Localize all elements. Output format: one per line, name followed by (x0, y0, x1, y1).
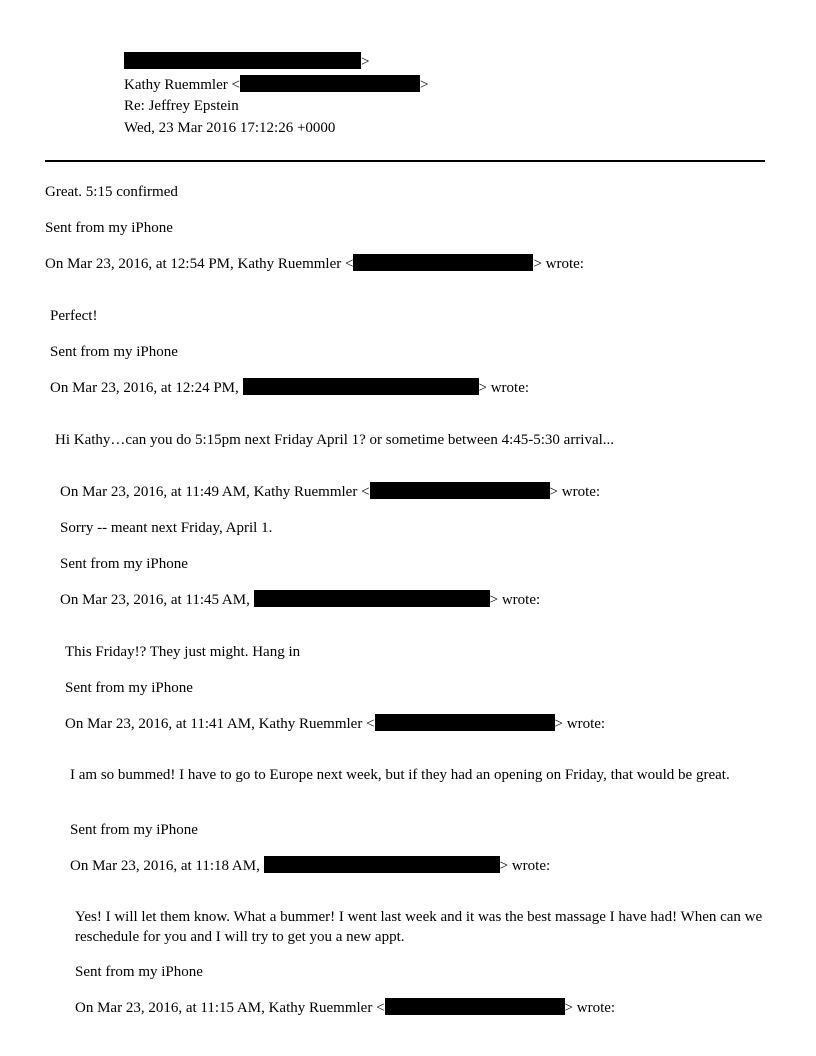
header-divider (45, 160, 765, 162)
quote-header-suffix: > wrote: (554, 716, 606, 732)
quote-header-suffix: > wrote: (549, 484, 601, 500)
quote-header-text: On Mar 23, 2016, at 12:24 PM, (50, 380, 239, 396)
body-line: Sorry -- meant next Friday, April 1. (60, 520, 273, 536)
body-line: Perfect! (50, 308, 98, 324)
signature-line: Sent from my iPhone (50, 344, 178, 360)
quote-header-text: On Mar 23, 2016, at 11:49 AM, Kathy Ruemmler < (60, 484, 370, 500)
quote-header-suffix: > wrote: (533, 256, 584, 272)
body-paragraph: Yes! I will let them know. What a bummer! I went last week and it was the best massage I have had! When can we reschedule for you and I will try to get you a new appt. (75, 909, 763, 945)
quote-header-text: On Mar 23, 2016, at 12:54 PM, Kathy Ruemmler < (45, 256, 354, 272)
redaction-block (385, 998, 565, 1015)
quote-header-suffix: > wrote: (478, 380, 530, 396)
redaction-block (243, 378, 479, 395)
quote-header (50, 378, 529, 398)
quote-header (60, 482, 600, 502)
signature-line: Sent from my iPhone (70, 822, 198, 838)
quote-header (60, 590, 540, 610)
quote-header (65, 714, 605, 734)
from-bracket: > (361, 54, 370, 70)
quote-header-text: On Mar 23, 2016, at 11:45 AM, (60, 592, 250, 608)
quote-header (75, 998, 615, 1018)
redaction-block (264, 856, 500, 873)
redaction-block (370, 482, 550, 499)
signature-line: Sent from my iPhone (60, 556, 188, 572)
redaction-block (254, 590, 490, 607)
quote-header-suffix: > wrote: (489, 592, 541, 608)
quote-header (70, 856, 550, 876)
quote-header-text: On Mar 23, 2016, at 11:41 AM, Kathy Ruemmler < (65, 716, 375, 732)
quote-header-suffix: > wrote: (499, 858, 551, 874)
signature-line: Sent from my iPhone (45, 220, 173, 236)
redaction-block (375, 714, 555, 731)
redaction-block (353, 254, 533, 271)
to-value (124, 75, 428, 95)
date-value: Wed, 23 Mar 2016 17:12:26 +0000 (124, 120, 336, 136)
signature-line: Sent from my iPhone (75, 964, 203, 980)
from-value (124, 52, 369, 72)
quote-header-suffix: > wrote: (564, 1000, 616, 1016)
to-name: Kathy Ruemmler < (124, 77, 240, 93)
quote-header-text: On Mar 23, 2016, at 11:18 AM, (70, 858, 260, 874)
body-line: This Friday!? They just might. Hang in (65, 644, 301, 660)
to-bracket: > (419, 77, 429, 93)
redaction-block (240, 75, 420, 92)
subject-value: Re: Jeffrey Epstein (124, 98, 239, 114)
quote-header (45, 254, 584, 274)
signature-line: Sent from my iPhone (65, 680, 193, 696)
body-line: Great. 5:15 confirmed (45, 184, 178, 200)
body-paragraph: I am so bummed! I have to go to Europe next week, but if they had an opening on Friday, that would be great. (70, 767, 730, 783)
body-line: Hi Kathy…can you do 5:15pm next Friday April 1? or sometime between 4:45-5:30 arrival... (55, 432, 615, 448)
quote-header-text: On Mar 23, 2016, at 11:15 AM, Kathy Ruemmler < (75, 1000, 385, 1016)
redaction-block (124, 52, 361, 69)
